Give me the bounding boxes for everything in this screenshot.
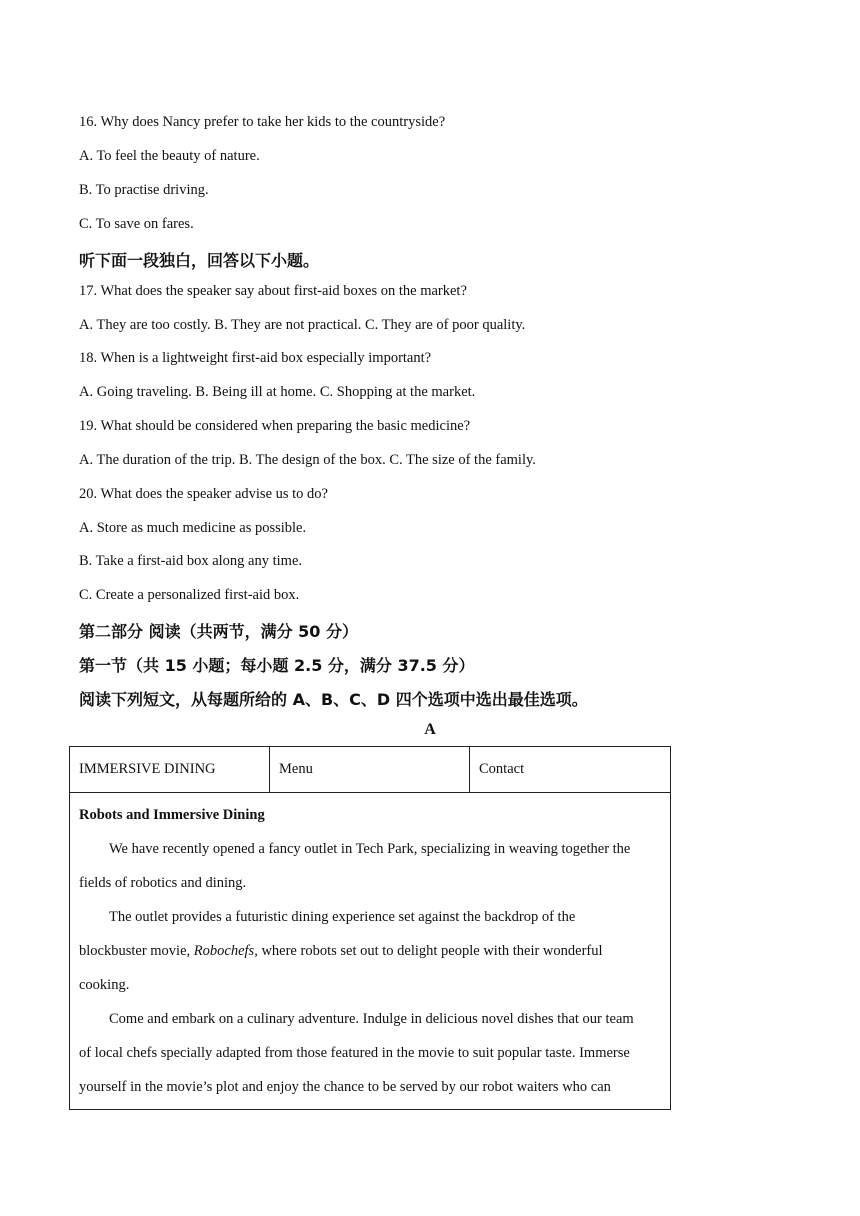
ad-text-line: cooking.	[79, 977, 130, 993]
ad-heading: Robots and Immersive Dining	[79, 807, 265, 823]
reading-instruction: 阅读下列短文，从每题所给的 A、B、C、D 四个选项中选出最佳选项。	[79, 690, 588, 709]
question-18: 18. When is a lightweight first-aid box especially important?	[79, 350, 432, 366]
option-c: C. To save on fares.	[79, 216, 194, 232]
question-19-options: A. The duration of the trip. B. The design of the box. C. The size of the family.	[79, 452, 536, 468]
question-19: 19. What should be considered when preparing the basic medicine?	[79, 418, 471, 434]
question-20: 20. What does the speaker advise us to do?	[79, 486, 328, 502]
part-title: 第二部分 阅读（共两节，满分 50 分）	[79, 622, 358, 641]
ad-text-part: , where robots set out to delight people with their wonderful	[254, 943, 603, 959]
ad-text-line: The outlet provides a futuristic dining experience set against the backdrop of the	[109, 909, 576, 925]
ad-text-line: Come and embark on a culinary adventure. Indulge in delicious novel dishes that our team	[109, 1011, 634, 1027]
question-20-option-c: C. Create a personalized first-aid box.	[79, 587, 300, 603]
question-text: 16. Why does Nancy prefer to take her kids to the countryside?	[79, 114, 446, 130]
ad-text-line: We have recently opened a fancy outlet in Tech Park, specializing in weaving together the	[109, 841, 631, 857]
ad-text-line: yourself in the movie’s plot and enjoy the chance to be served by our robot waiters who can	[79, 1079, 611, 1095]
advertisement-table	[69, 746, 671, 1110]
question-20-option-a: A. Store as much medicine as possible.	[79, 520, 307, 536]
ad-text-line	[79, 943, 603, 960]
ad-body	[70, 793, 671, 1110]
section-subtitle: 第一节（共 15 小题；每小题 2.5 分，满分 37.5 分）	[79, 656, 475, 675]
option-a: A. To feel the beauty of nature.	[79, 148, 260, 164]
question-17: 17. What does the speaker say about first-aid boxes on the market?	[79, 283, 467, 299]
ad-text-line: of local chefs specially adapted from those featured in the movie to suit popular taste. Immerse	[79, 1045, 630, 1061]
question-18-options: A. Going traveling. B. Being ill at home. C. Shopping at the market.	[79, 384, 476, 400]
passage-label: A	[424, 721, 436, 738]
ad-text-part: blockbuster movie,	[79, 943, 194, 959]
nav-contact: Contact	[470, 747, 671, 793]
ad-text-line: fields of robotics and dining.	[79, 875, 247, 891]
question-20-option-b: B. Take a first-aid box along any time.	[79, 553, 303, 569]
listening-instruction: 听下面一段独白，回答以下小题。	[79, 251, 320, 270]
nav-immersive-dining: IMMERSIVE DINING	[70, 747, 270, 793]
question-17-options: A. They are too costly. B. They are not practical. C. They are of poor quality.	[79, 317, 526, 333]
option-b: B. To practise driving.	[79, 182, 209, 198]
movie-title: Robochefs	[193, 943, 255, 959]
nav-menu: Menu	[270, 747, 470, 793]
